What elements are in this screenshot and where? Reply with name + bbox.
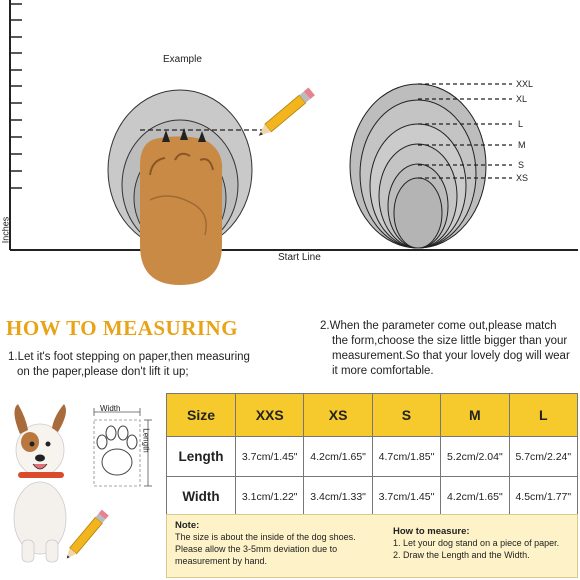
size-table-header [167, 394, 578, 437]
note-line: The size is about the inside of the dog shoes. [175, 532, 356, 542]
step-1-line: on the paper,please don't lift it up; [17, 366, 189, 378]
size-circles [350, 84, 486, 248]
size-mark-m: M [518, 140, 526, 150]
howto-line: 2. Draw the Length and the Width. [393, 550, 530, 560]
table-row [167, 477, 578, 517]
table-header-cell: M [441, 394, 509, 437]
table-cell: 3.7cm/1.45" [236, 437, 304, 477]
table-cell: 3.4cm/1.33" [304, 477, 372, 517]
paw-width-label: Width [100, 404, 121, 413]
size-mark-s: S [518, 160, 525, 170]
table-header-cell: S [372, 394, 440, 437]
paw-sketch [84, 404, 164, 496]
note-line: Please allow the 3-5mm deviation due to [175, 544, 338, 554]
table-cell: 5.7cm/2.24" [509, 437, 577, 477]
pencil-icon [256, 88, 315, 140]
size-mark-l: L [518, 119, 524, 129]
note-section [175, 520, 385, 567]
table-cell: 4.5cm/1.77" [509, 477, 577, 517]
dog-paw-illustration [140, 128, 222, 285]
table-row-label: Width [167, 477, 236, 517]
step-1-text [8, 350, 278, 380]
howto-title: How to measure: [393, 526, 470, 537]
size-mark-xl: XL [516, 94, 528, 104]
paw-length-label: Length [141, 428, 151, 453]
howto-section [393, 526, 577, 561]
table-row-label: Length [167, 437, 236, 477]
howto-line: 1. Let your dog stand on a piece of paper. [393, 538, 560, 548]
note-box [166, 514, 578, 578]
note-line: measurement by hand. [175, 556, 268, 566]
size-table [166, 393, 578, 517]
size-mark-xs: XS [516, 173, 529, 183]
step-2-line: it more comfortable. [332, 365, 434, 377]
step-2-text [320, 319, 578, 379]
step-2-line: 2.When the parameter come out,please match [320, 320, 557, 332]
pencil-icon [62, 505, 114, 565]
table-row [167, 437, 578, 477]
size-mark-xxl: XXL [516, 79, 534, 89]
table-cell: 3.1cm/1.22" [236, 477, 304, 517]
table-cell: 3.7cm/1.45" [372, 477, 440, 517]
ruler-unit-label: Inches [0, 216, 11, 244]
table-cell: 4.7cm/1.85" [372, 437, 440, 477]
page-title: HOW TO MEASURING [6, 316, 239, 340]
start-line-label: Start Line [278, 252, 321, 263]
step-2-line: measurement.So that your lovely dog will wear [332, 350, 570, 362]
table-header-cell: XS [304, 394, 372, 437]
table-cell: 4.2cm/1.65" [304, 437, 372, 477]
table-cell: 5.2cm/2.04" [441, 437, 509, 477]
table-header-cell: L [509, 394, 577, 437]
note-title: Note: [175, 520, 200, 531]
step-1-line: 1.Let it's foot stepping on paper,then measuring [8, 351, 250, 363]
ruler [10, 0, 22, 250]
table-header-cell: Size [167, 394, 236, 437]
table-cell: 4.2cm/1.65" [441, 477, 509, 517]
step-2-line: the form,choose the size little bigger than your [332, 335, 568, 347]
table-header-cell: XXS [236, 394, 304, 437]
example-label: Example [163, 54, 202, 65]
